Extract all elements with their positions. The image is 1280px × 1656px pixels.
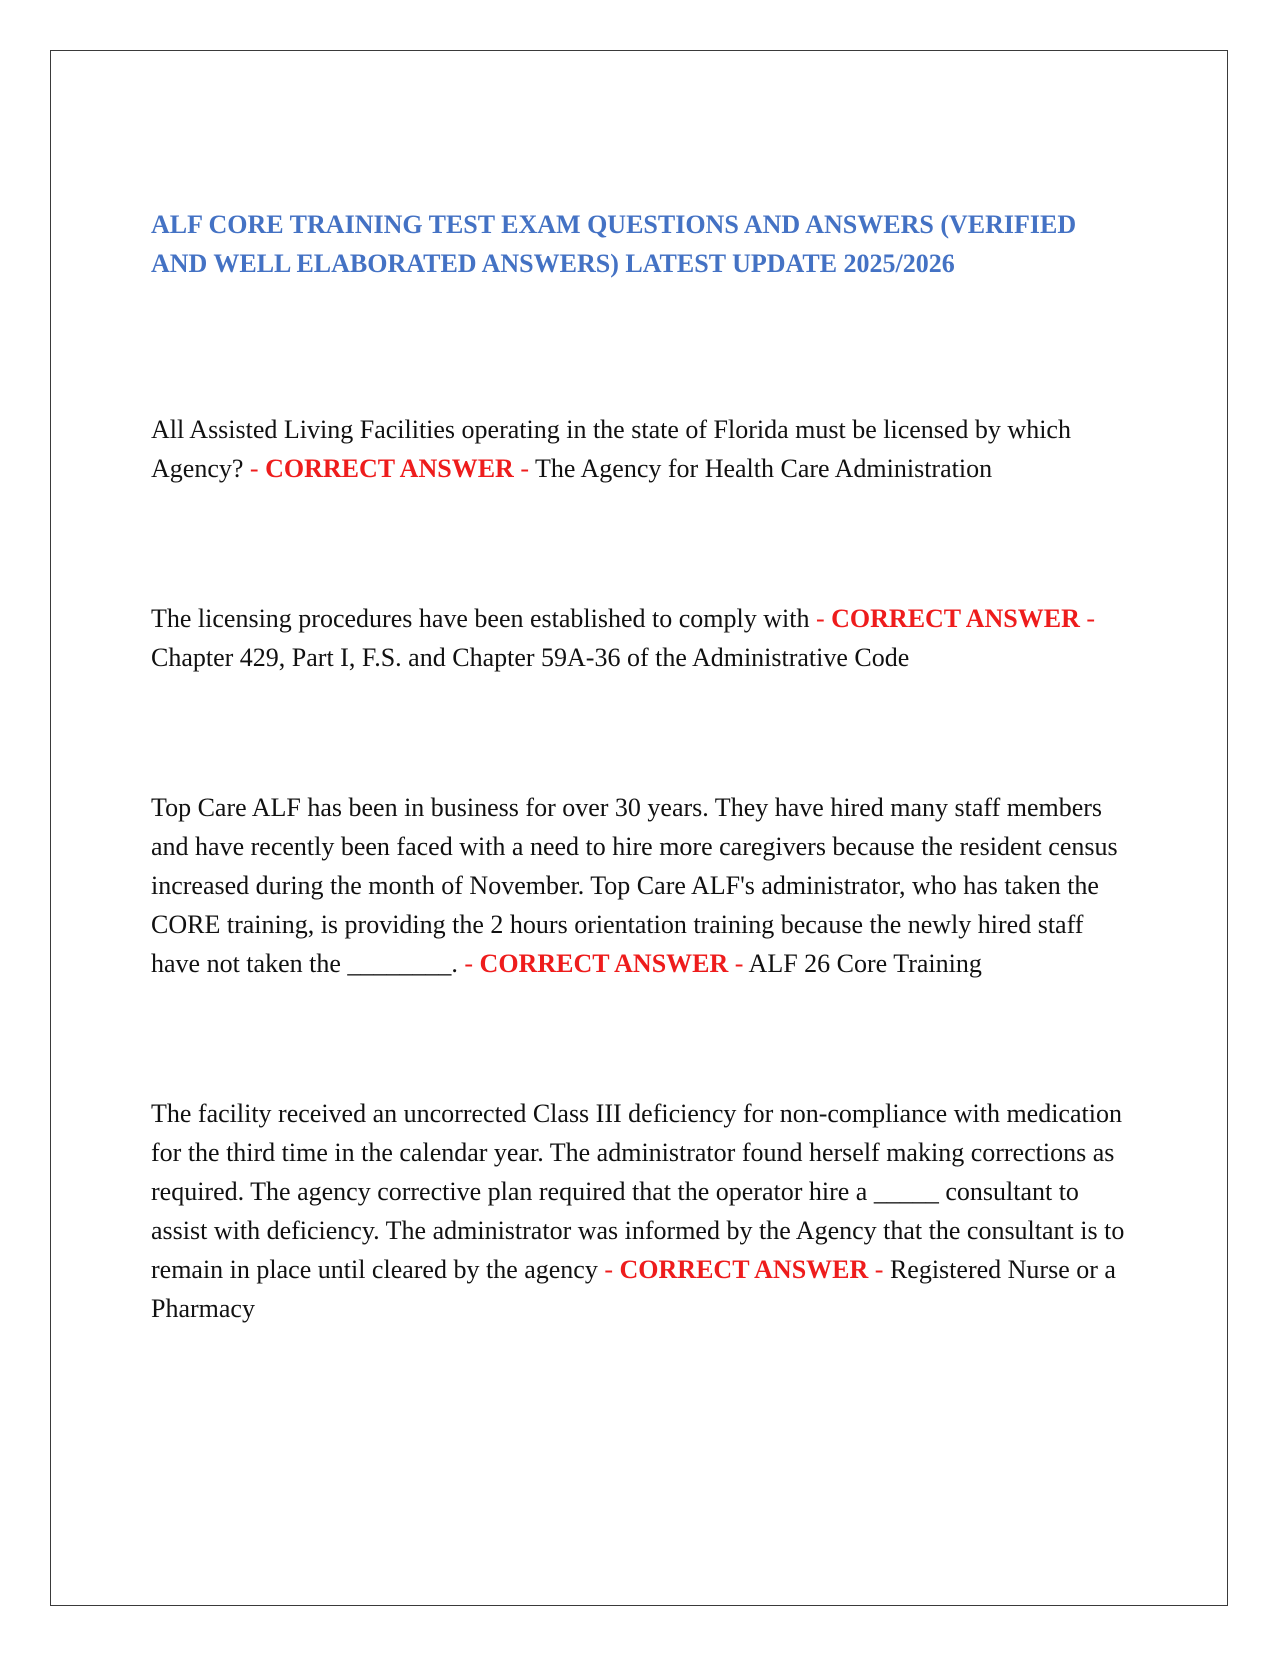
document-content xyxy=(151,205,1131,1328)
answer-dash: - xyxy=(604,1255,614,1284)
answer-dash: - xyxy=(1086,604,1096,633)
document-title: ALF CORE TRAINING TEST EXAM QUESTIONS AND ANSWERS (VERIFIED AND WELL ELABORATED ANSWERS) LATEST UPDATE 2025/2026 xyxy=(151,210,1077,278)
qa-item-4 xyxy=(151,1094,1131,1328)
answer-text: The Agency for Health Care Administration xyxy=(535,454,993,483)
question-text: The facility received an uncorrected Class III deficiency for non-compliance with medication for the third time in the calendar year. The administrator found herself making corrections as required. The agency corrective plan required that the operator hire a _____ consultant to assist with deficiency. The administrator was informed by the Agency that the consultant is to remain in place until cleared by the agency xyxy=(151,1099,1125,1284)
answer-dash: - xyxy=(464,949,474,978)
answer-dash: - xyxy=(815,604,825,633)
answer-text: Registered Nurse or a Pharmacy xyxy=(151,1255,1116,1323)
correct-answer-label: CORRECT ANSWER xyxy=(831,604,1080,633)
correct-answer-tag xyxy=(816,604,1095,633)
answer-text: ALF 26 Core Training xyxy=(748,949,982,978)
qa-item-2 xyxy=(151,599,1131,677)
correct-answer-tag xyxy=(604,1255,883,1284)
question-text: The licensing procedures have been established to comply with xyxy=(151,604,810,633)
question-text: Top Care ALF has been in business for over 30 years. They have hired many staff members and have recently been faced with a need to hire more caregivers because the resident census increased during the month of November. Top Care ALF's administrator, who has taken the CORE training, is providing the 2 hours orientation training because the newly hired staff have not taken the ________. xyxy=(151,793,1118,978)
answer-dash: - xyxy=(520,454,529,483)
correct-answer-label: CORRECT ANSWER xyxy=(619,1255,869,1284)
qa-item-3 xyxy=(151,788,1131,983)
qa-list xyxy=(151,410,1131,1328)
answer-text: Chapter 429, Part I, F.S. and Chapter 59A-36 of the Administrative Code xyxy=(151,643,910,672)
correct-answer-tag xyxy=(464,949,743,978)
correct-answer-label: CORRECT ANSWER xyxy=(265,454,514,483)
correct-answer-tag xyxy=(250,454,529,483)
answer-dash: - xyxy=(249,454,259,483)
correct-answer-label: CORRECT ANSWER xyxy=(479,949,729,978)
question-text: All Assisted Living Facilities operating in the state of Florida must be licensed by which Agency? xyxy=(151,415,1071,483)
answer-dash: - xyxy=(734,949,744,978)
answer-dash: - xyxy=(874,1255,884,1284)
qa-item-1 xyxy=(151,410,1131,488)
